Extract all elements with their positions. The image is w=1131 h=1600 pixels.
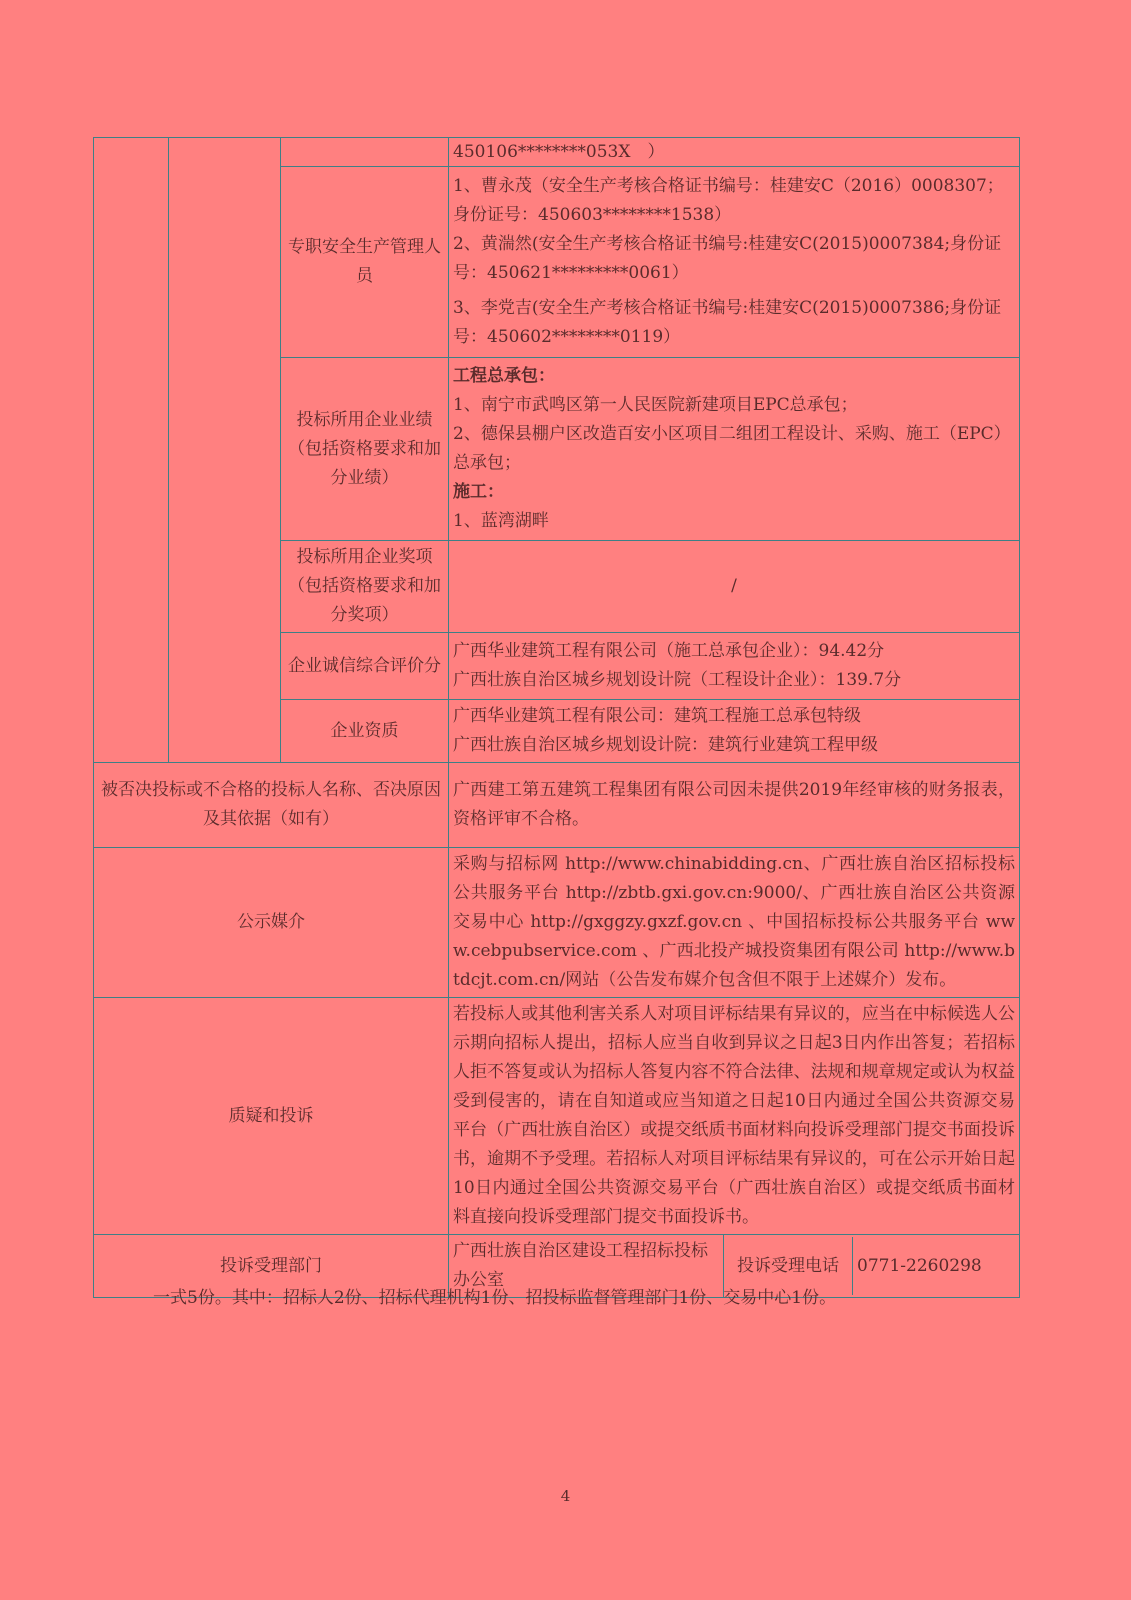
qualification-label: 企业资质 bbox=[281, 700, 449, 763]
construction-heading: 施工： bbox=[453, 482, 504, 502]
media-label: 公示媒介 bbox=[94, 848, 449, 998]
epc-item: 2、德保县棚户区改造百安小区项目二组团工程设计、采购、施工（EPC）总承包； bbox=[453, 424, 1011, 473]
complaint-value: 若投标人或其他利害关系人对项目评标结果有异议的，应当在中标候选人公示期向招标人提出，招标人应当自收到异议之日起3日内作出答复；若招标人拒不答复或认为招标人答复内容不符合法律、法规和规章规定或认为权益受到侵害的，请在自知道或应当知道之日起10日内通过全国公共资源交易平台（广西壮族自治区）或提交纸质书面材料向投诉受理部门提交书面投诉书，逾期不予受理。若招标人对项目评标结果有异议的，可在公示开始日起10日内通过全国公共资源交易平台（广西壮族自治区）或提交纸质书面材料直接向投诉受理部门提交书面投诉书。 bbox=[449, 998, 1020, 1235]
complaint-label: 质疑和投诉 bbox=[94, 998, 449, 1235]
safety-staff-entry: 1、曹永茂（安全生产考核合格证书编号：桂建安C（2016）0008307；身份证号：450603********1538） bbox=[453, 176, 1004, 225]
awards-value: / bbox=[449, 541, 1020, 633]
complaint-phone-number: 0771-2260298 bbox=[857, 1255, 982, 1276]
credit-content bbox=[449, 633, 1020, 700]
credit-label: 企业诚信综合评价分 bbox=[281, 633, 449, 700]
safety-staff-label: 专职安全生产管理人员 bbox=[281, 167, 449, 358]
credit-line: 广西华业建筑工程有限公司（施工总承包企业）：94.42分 bbox=[453, 641, 885, 661]
epc-item: 1、南宁市武鸣区第一人民医院新建项目EPC总承包； bbox=[453, 395, 858, 415]
epc-heading: 工程总承包： bbox=[453, 366, 555, 386]
result-table bbox=[93, 137, 1020, 1298]
awards-label: 投标所用企业奖项（包括资格要求和加分奖项） bbox=[281, 541, 449, 633]
page-number: 4 bbox=[560, 1487, 571, 1505]
merged-blank-cell bbox=[94, 138, 169, 763]
complaint-phone-label: 投诉受理电话 bbox=[724, 1237, 853, 1295]
media-value: 采购与招标网 http://www.chinabidding.cn、广西壮族自治区招标投标公共服务平台 http://zbtb.gxi.gov.cn:9000/、广西壮族自治区公共资源交易中心 http://gxggzy.gxzf.gov.cn 、中国招标投标公共服务平台 www.cebpubservice.com 、广西北投产城投资集团有限公司 http://www.btdcjt.com.cn/网站（公告发布媒介包含但不限于上述媒介）发布。 bbox=[449, 848, 1020, 998]
table-row bbox=[94, 998, 1020, 1235]
complaint-dept-label: 投诉受理部门 bbox=[94, 1235, 449, 1298]
performance-label: 投标所用企业业绩（包括资格要求和加分业绩） bbox=[281, 358, 449, 541]
footnote: 一式5份。其中：招标人2份、招标代理机构1份、招投标监督管理部门1份、交易中心1份。 bbox=[153, 1288, 837, 1308]
table-row bbox=[94, 763, 1020, 848]
safety-staff-entry: 2、黄湍然(安全生产考核合格证书编号:桂建安C(2015)0007384;身份证号：450621*********0061） bbox=[453, 234, 1002, 283]
qualification-content bbox=[449, 700, 1020, 763]
qualification-line: 广西华业建筑工程有限公司：建筑工程施工总承包特级 bbox=[453, 706, 861, 726]
credit-line: 广西壮族自治区城乡规划设计院（工程设计企业）：139.7分 bbox=[453, 670, 902, 690]
rejected-label: 被否决投标或不合格的投标人名称、否决原因及其依据（如有） bbox=[94, 763, 449, 848]
table-row bbox=[94, 848, 1020, 998]
safety-staff-entry: 3、李党吉(安全生产考核合格证书编号:桂建安C(2015)0007386;身份证号：450602********0119） bbox=[453, 298, 1002, 347]
qualification-line: 广西壮族自治区城乡规划设计院：建筑行业建筑工程甲级 bbox=[453, 735, 878, 755]
complaint-dept-value: 广西壮族自治区建设工程招标投标办公室 bbox=[449, 1235, 724, 1298]
construction-item: 1、蓝湾湖畔 bbox=[453, 511, 549, 531]
safety-staff-content bbox=[449, 167, 1020, 358]
id-continuation: 450106********053X ） bbox=[449, 138, 1020, 167]
blank-label-cell bbox=[281, 138, 449, 167]
table-row bbox=[94, 138, 1020, 167]
performance-content bbox=[449, 358, 1020, 541]
rejected-value: 广西建工第五建筑工程集团有限公司因未提供2019年经审核的财务报表，资格评审不合格。 bbox=[449, 763, 1020, 848]
merged-blank-cell bbox=[169, 138, 281, 763]
